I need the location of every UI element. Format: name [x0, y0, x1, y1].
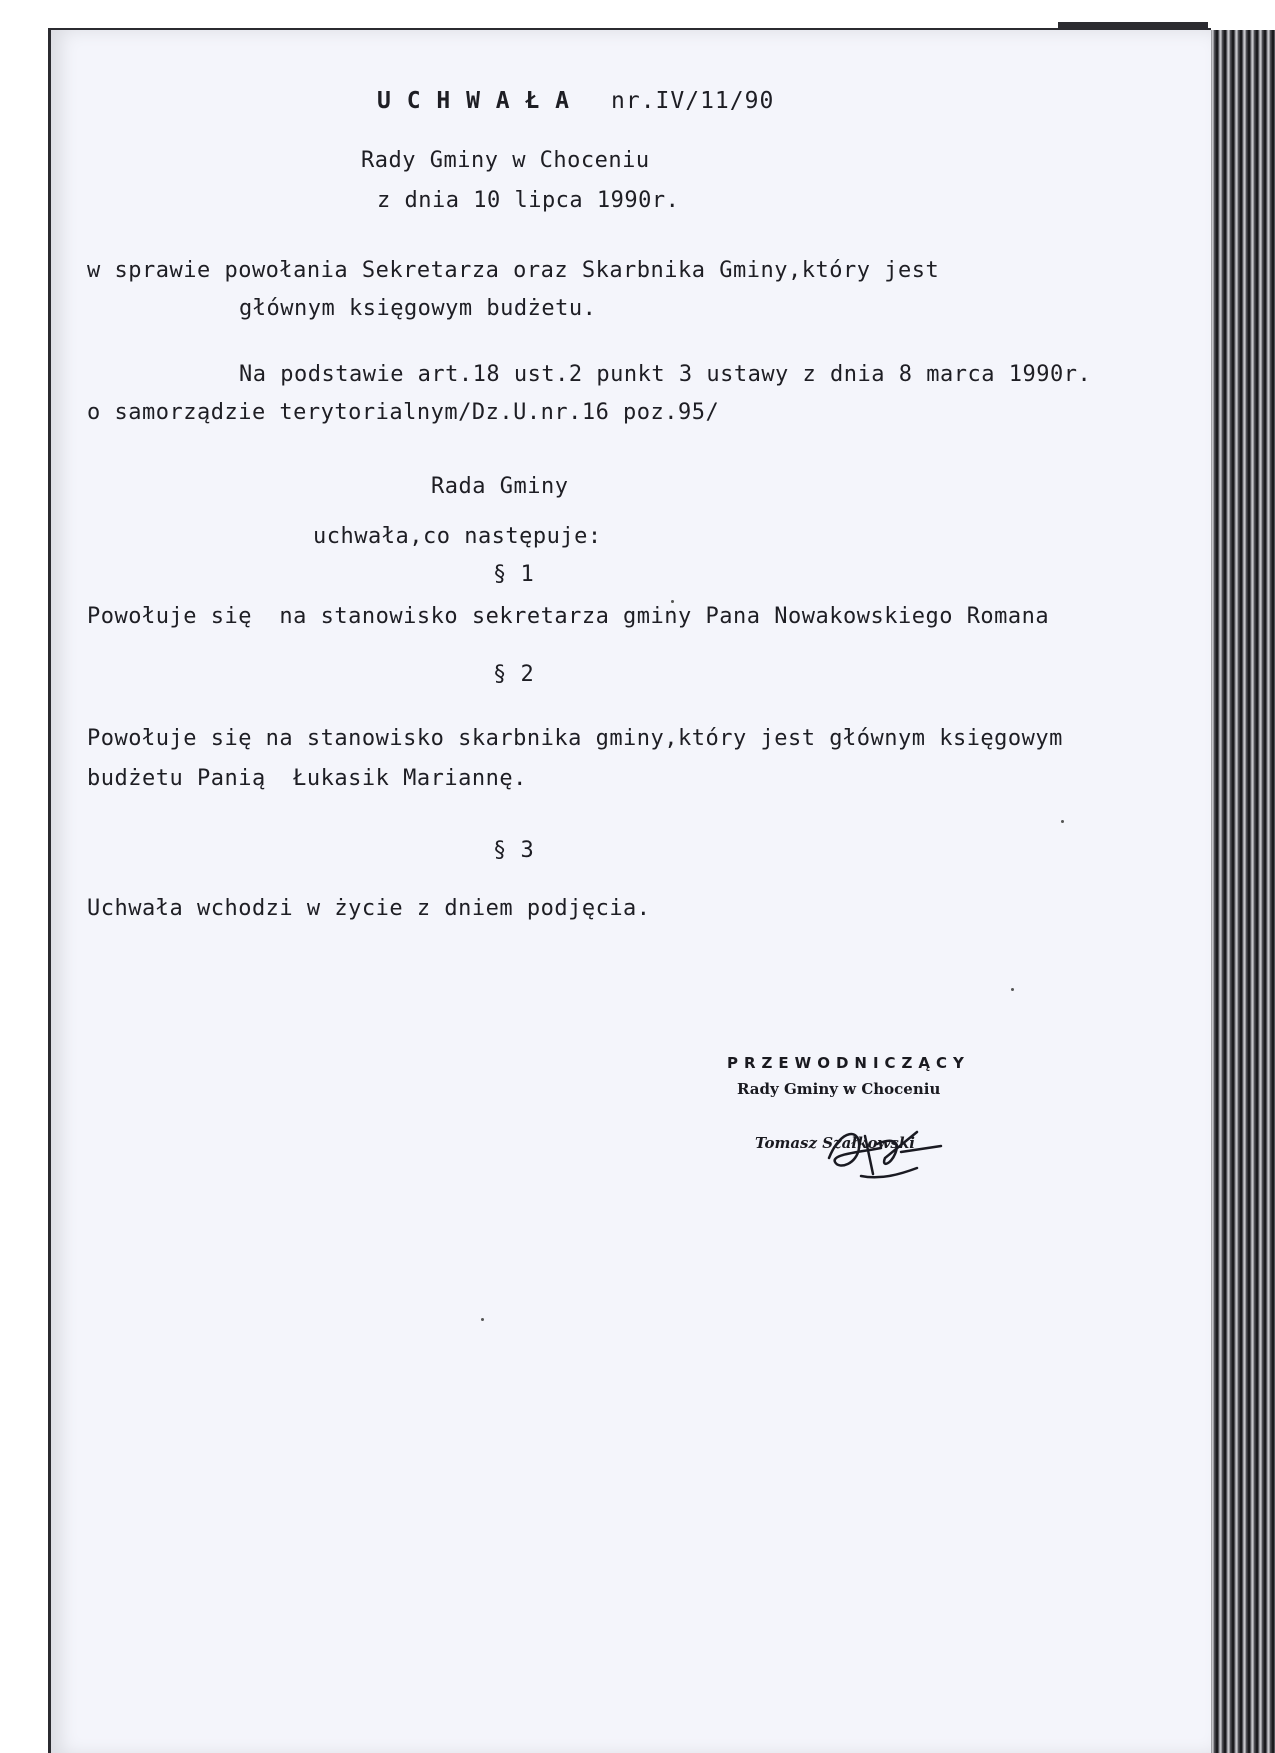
section-1-heading: § 1 — [493, 562, 535, 587]
scan-speck — [1061, 820, 1064, 823]
section-2-text-line-1: Powołuje się na stanowisko skarbnika gminy,który jest głównym księgowym — [87, 726, 1063, 751]
scan-speck — [671, 600, 674, 603]
title-word: U C H W A Ł A — [377, 88, 571, 114]
stamp-signatory-name: Tomasz Szałkowski — [755, 1134, 915, 1152]
stamp-council: Rady Gminy w Choceniu — [737, 1080, 941, 1098]
section-2-heading: § 2 — [493, 662, 535, 687]
subject-line-1: w sprawie powołania Sekretarza oraz Skarbnika Gminy,który jest — [87, 258, 940, 283]
legal-basis-line-2: o samorządzie terytorialnym/Dz.U.nr.16 poz.95/ — [87, 400, 720, 425]
resolution-date: z dnia 10 lipca 1990r. — [377, 188, 680, 213]
handwritten-signature — [821, 1118, 951, 1188]
section-2-text-line-2: budżetu Panią Łukasik Mariannę. — [87, 766, 527, 791]
scan-speck — [1011, 988, 1014, 991]
section-1-text: Powołuje się na stanowisko sekretarza gminy Pana Nowakowskiego Romana — [87, 604, 1050, 629]
document-page — [48, 28, 1211, 1753]
resolution-number: nr.IV/11/90 — [611, 88, 775, 114]
issuer: Rady Gminy w Choceniu — [361, 148, 650, 173]
subject-line-2: głównym księgowym budżetu. — [239, 296, 597, 321]
stacked-page-edges — [1208, 30, 1275, 1753]
legal-basis-line-1: Na podstawie art.18 ust.2 punkt 3 ustawy z dnia 8 marca 1990r. — [239, 362, 1092, 387]
council-name: Rada Gminy — [431, 474, 569, 499]
stamp-title: PRZEWODNICZĄCY — [727, 1054, 970, 1072]
section-3-heading: § 3 — [493, 838, 535, 863]
section-3-text: Uchwała wchodzi w życie z dniem podjęcia. — [87, 896, 651, 921]
resolves-phrase: uchwała,co następuje: — [313, 524, 602, 549]
scan-speck — [481, 1318, 484, 1321]
